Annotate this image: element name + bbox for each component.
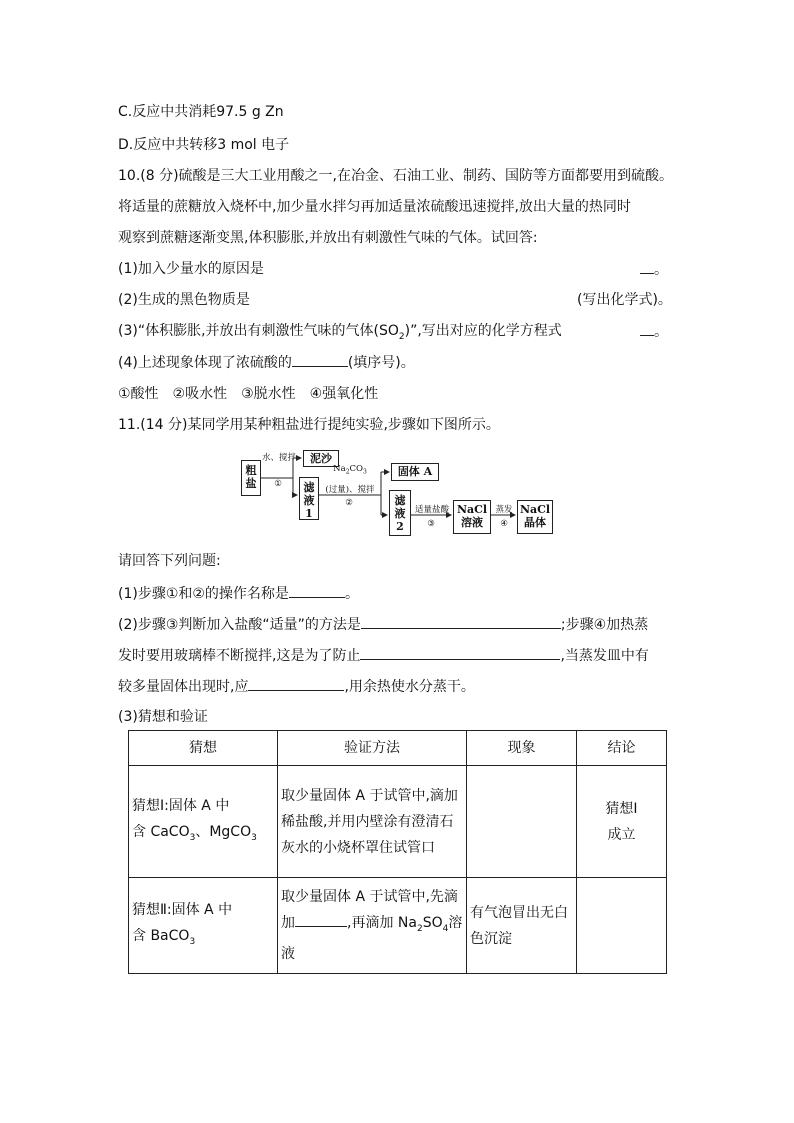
filtrate1-box <box>299 477 319 520</box>
nacl-solution-line1: NaCl <box>456 503 488 516</box>
q11-answer-intro: 请回答下列问题: <box>118 553 221 569</box>
q11-part2-c: 发时要用玻璃棒不断搅拌,这是为了防止 <box>118 648 361 664</box>
q11-part2-line3 <box>118 676 475 697</box>
header-method: 验证方法 <box>278 731 467 766</box>
q10-part4-blank <box>292 352 348 367</box>
q11-part2-a: (2)步骤③判断加入盐酸“适量”的方法是 <box>118 617 361 633</box>
crude-salt-label: 粗盐 <box>245 464 257 490</box>
q10-choices: ①酸性 ②吸水性 ③脱水性 ④强氧化性 <box>118 386 379 402</box>
step2-reagent-mid: CO <box>349 464 363 474</box>
nacl-solution-box <box>453 500 491 534</box>
step4-reagent: 蒸发 <box>495 505 513 515</box>
r2-m-f: 溶 <box>448 914 463 931</box>
r2-m-b: ,再滴加 Na <box>347 914 417 931</box>
hypothesis-table <box>128 730 667 974</box>
purification-flowchart <box>233 450 563 540</box>
q11-part2-d: ,当蒸发皿中有 <box>560 648 649 664</box>
q10-part2: (2)生成的黑色物质是 <box>118 292 250 308</box>
r2-method-blank <box>295 912 347 927</box>
step1-number: ① <box>274 479 282 489</box>
table-row <box>129 766 667 878</box>
q11-part2-e: 较多量固体出现时,应 <box>118 679 249 695</box>
q11-part1-pre: (1)步骤①和②的操作名称是 <box>118 586 289 602</box>
filtrate1-label: 滤液1 <box>303 481 315 520</box>
q11-part2-line2 <box>118 645 649 666</box>
q10-part1-end: 。 <box>654 262 668 278</box>
step2-reagent-sub2: 3 <box>363 468 367 476</box>
q11-part2-blank1 <box>361 614 561 629</box>
r2-hypothesis-line2 <box>132 923 274 955</box>
q10-part4-post: (填序号)。 <box>347 355 415 371</box>
option-d: D.反应中共转移3 mol 电子 <box>118 137 290 153</box>
r2-result-line1: 有气泡冒出无白 <box>470 904 568 921</box>
q10-stem-line2: 将适量的蔗糖放入烧杯中,加少量水拌匀再加适量浓硫酸迅速搅拌,放出大量的热同时 <box>118 199 631 215</box>
step2-reagent <box>325 464 375 476</box>
q10-part1-blank <box>640 259 668 280</box>
q10-part3-sub: 2 <box>398 331 405 342</box>
r1-h-d: 3 <box>251 832 257 843</box>
q10-part3-pre: (3)“体积膨胀,并放出有刺激性气味的气体(SO <box>118 323 399 339</box>
q10-stem-line3: 观察到蔗糖逐渐变黑,体积膨胀,并放出有刺激性气味的气体。试回答: <box>118 230 538 246</box>
r1-method-line3: 灰水的小烧杯罩住试管口 <box>281 839 435 856</box>
q10-part3-end: 。 <box>654 324 668 340</box>
filtrate2-label: 滤液2 <box>394 494 406 533</box>
nacl-solution-line2: 溶液 <box>461 516 483 529</box>
q11-part2-b: ;步骤④加热蒸 <box>560 617 649 633</box>
q11-stem: 11.(14 分)某同学用某种粗盐进行提纯实验,步骤如下图所示。 <box>118 417 500 433</box>
sand-box: 泥沙 <box>303 450 339 467</box>
step3-number: ③ <box>427 519 435 529</box>
q10-stem-line1: 10.(8 分)硫酸是三大工业用酸之一,在冶金、石油工业、制药、国防等方面都要用到硫酸。 <box>118 168 673 184</box>
r2-m-d: SO <box>422 914 443 931</box>
r2-m-e: 4 <box>442 923 449 934</box>
q11-part1-blank <box>289 583 345 598</box>
q11-part2-blank3 <box>248 676 344 691</box>
r2-result <box>467 878 577 974</box>
option-c: C.反应中共消耗97.5 g Zn <box>118 104 284 120</box>
r1-conclusion-line2: 成立 <box>607 826 636 843</box>
table-header-row <box>129 731 667 766</box>
r2-hypothesis-line1: 猜想Ⅱ:固体 A 中 <box>132 901 233 918</box>
q11-part1 <box>118 583 359 604</box>
nacl-crystal-line2: 晶体 <box>524 516 546 529</box>
r1-hypothesis-line1: 猜想Ⅰ:固体 A 中 <box>132 797 230 814</box>
step4-number: ④ <box>500 519 508 529</box>
r1-h-a: 含 CaCO <box>132 823 190 840</box>
r1-hypothesis-line2 <box>132 819 274 851</box>
q11-part1-post: 。 <box>344 586 359 602</box>
r2-m-c: 2 <box>416 923 423 934</box>
header-result: 现象 <box>467 731 577 766</box>
header-conclusion: 结论 <box>577 731 667 766</box>
r2-hypothesis <box>129 878 278 974</box>
q11-part2-f: ,用余热使水分蒸干。 <box>344 679 475 695</box>
q10-part3-post: )”,写出对应的化学方程式 <box>404 323 562 339</box>
step2-condition: (过量)、搅拌 <box>325 485 375 495</box>
q10-part3-blank <box>640 321 668 342</box>
step1-reagent: 水、搅拌 <box>262 453 297 463</box>
crude-salt-box <box>241 460 261 496</box>
nacl-crystal-line1: NaCl <box>519 503 551 516</box>
r1-method-line2: 稀盐酸,并用内壁涂有澄清石 <box>281 813 454 830</box>
r1-method-line1: 取少量固体 A 于试管中,滴加 <box>281 787 458 804</box>
r2-method <box>278 878 467 974</box>
r2-h-a: 含 BaCO <box>132 927 190 944</box>
q10-part3 <box>118 321 562 347</box>
header-hypothesis: 猜想 <box>129 731 278 766</box>
r1-h-c: 、MgCO <box>195 823 252 840</box>
r1-conclusion-line1: 猜想Ⅰ <box>605 800 638 817</box>
r1-conclusion <box>577 766 667 878</box>
r2-method-line3: 液 <box>281 946 295 963</box>
q11-part2-blank2 <box>360 645 560 660</box>
r1-result <box>467 766 577 878</box>
r1-h-b: 3 <box>189 832 196 843</box>
r1-method <box>278 766 467 878</box>
q10-part4 <box>118 352 415 373</box>
r2-method-line1: 取少量固体 A 于试管中,先滴 <box>281 888 458 905</box>
nacl-crystal-box <box>517 500 553 534</box>
r2-conclusion <box>577 878 667 974</box>
q11-part2-line1 <box>118 614 648 635</box>
step3-reagent: 适量盐酸 <box>414 505 449 515</box>
r2-result-line2: 色沉淀 <box>470 930 512 947</box>
q10-part4-pre: (4)上述现象体现了浓硫酸的 <box>118 355 292 371</box>
solid-a-box: 固体 A <box>391 463 439 481</box>
r2-m-a: 加 <box>281 914 295 931</box>
step2-reagent-sub1: 2 <box>345 468 350 476</box>
step2-reagent-pre: Na <box>333 464 346 474</box>
r2-method-line2 <box>281 910 463 942</box>
q10-part1: (1)加入少量水的原因是 <box>118 261 264 277</box>
r1-hypothesis <box>129 766 278 878</box>
r2-h-b: 3 <box>189 936 196 947</box>
q10-part2-end: (写出化学式)。 <box>577 292 672 308</box>
step2-number: ② <box>345 498 353 508</box>
table-row <box>129 878 667 974</box>
q11-part3: (3)猜想和验证 <box>118 709 208 725</box>
filtrate2-box <box>389 490 411 536</box>
